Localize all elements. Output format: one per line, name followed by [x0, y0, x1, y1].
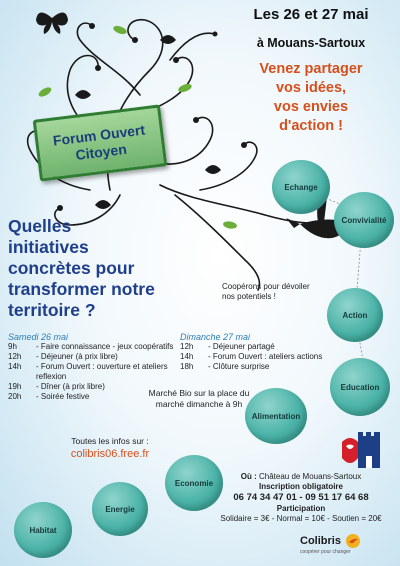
- schedule-time: 20h: [8, 392, 22, 401]
- town-crest-icon: [338, 432, 384, 472]
- market-note: Marché Bio sur la place du marché dimanche à 9h: [148, 388, 250, 409]
- schedule-row: [8, 352, 183, 362]
- butterfly-icon: [36, 12, 68, 34]
- bubble-education: Education: [330, 358, 390, 416]
- schedule-time: 19h: [8, 382, 22, 391]
- schedule-text: - Clôture surprise: [208, 362, 270, 371]
- schedule-text: - Soirée festive: [36, 392, 90, 401]
- registration-label: Inscription obligatoire: [258, 482, 343, 491]
- sunday-title: Dimanche 27 mai: [180, 332, 251, 342]
- schedule-text: - Déjeuner (à prix libre): [36, 352, 118, 361]
- infos-label: Toutes les infos sur :: [71, 436, 149, 446]
- cooperons-text: Coopérons pour dévoiler nos potentiels !: [222, 282, 310, 301]
- schedule-row: [180, 352, 330, 362]
- schedule-text: - Forum Ouvert : ouverture et ateliers reflexion: [36, 362, 168, 381]
- schedule-row: [180, 362, 330, 372]
- venue-line: [206, 472, 396, 482]
- schedule-text: - Dîner (à prix libre): [36, 382, 105, 391]
- schedule-time: 18h: [180, 362, 194, 371]
- logo-name: Colibris: [300, 535, 341, 547]
- forum-sign: Forum Ouvert Citoyen: [33, 104, 168, 181]
- logo-slogan: coopérer pour changer: [300, 549, 351, 555]
- colibri-bird-icon: [345, 533, 361, 549]
- phone-numbers: 06 74 34 47 01 - 09 51 17 64 68: [233, 492, 369, 503]
- schedule-time: 9h: [8, 342, 17, 351]
- tagline: Venez partager vos idées, vos envies d'action !: [259, 61, 363, 134]
- venue-label: Où :: [240, 472, 257, 481]
- bubble-economie: Economie: [165, 455, 223, 511]
- sunday-list: [180, 342, 330, 372]
- bubble-habitat: Habitat: [14, 502, 72, 558]
- schedule-row: [180, 342, 330, 352]
- schedule-text: - Faire connaissance - jeux coopératifs: [36, 342, 174, 351]
- schedule-row: [8, 342, 183, 352]
- schedule-row: [8, 362, 183, 382]
- bubble-energie: Energie: [92, 482, 148, 536]
- venue-block: [206, 472, 396, 524]
- event-dates: Les 26 et 27 mai: [253, 6, 369, 23]
- schedule-text: - Forum Ouvert : ateliers actions: [208, 352, 323, 361]
- website-link[interactable]: colibris06.free.fr: [70, 448, 150, 460]
- participation-label: Participation: [276, 504, 326, 513]
- sunday-schedule: [180, 332, 330, 372]
- colibris-logo: [300, 533, 380, 555]
- schedule-time: 14h: [8, 362, 22, 371]
- bubble-alimentation: Alimentation: [245, 388, 307, 444]
- bubble-action: Action: [327, 288, 383, 342]
- bubble-convivialite: Convivialité: [334, 192, 394, 248]
- schedule-time: 12h: [180, 342, 194, 351]
- bubble-echange: Echange: [272, 160, 330, 214]
- participation-prices: Solidaire = 3€ - Normal = 10€ - Soutien = 20€: [220, 514, 382, 523]
- venue-value: Château de Mouans-Sartoux: [258, 472, 362, 481]
- schedule-time: 12h: [8, 352, 22, 361]
- schedule-text: - Déjeuner partagé: [208, 342, 275, 351]
- main-question: Quelles initiatives concrètes pour transformer notre territoire ?: [8, 216, 155, 320]
- event-place: à Mouans-Sartoux: [256, 36, 366, 50]
- schedule-time: 14h: [180, 352, 194, 361]
- saturday-title: Samedi 26 mai: [8, 332, 69, 342]
